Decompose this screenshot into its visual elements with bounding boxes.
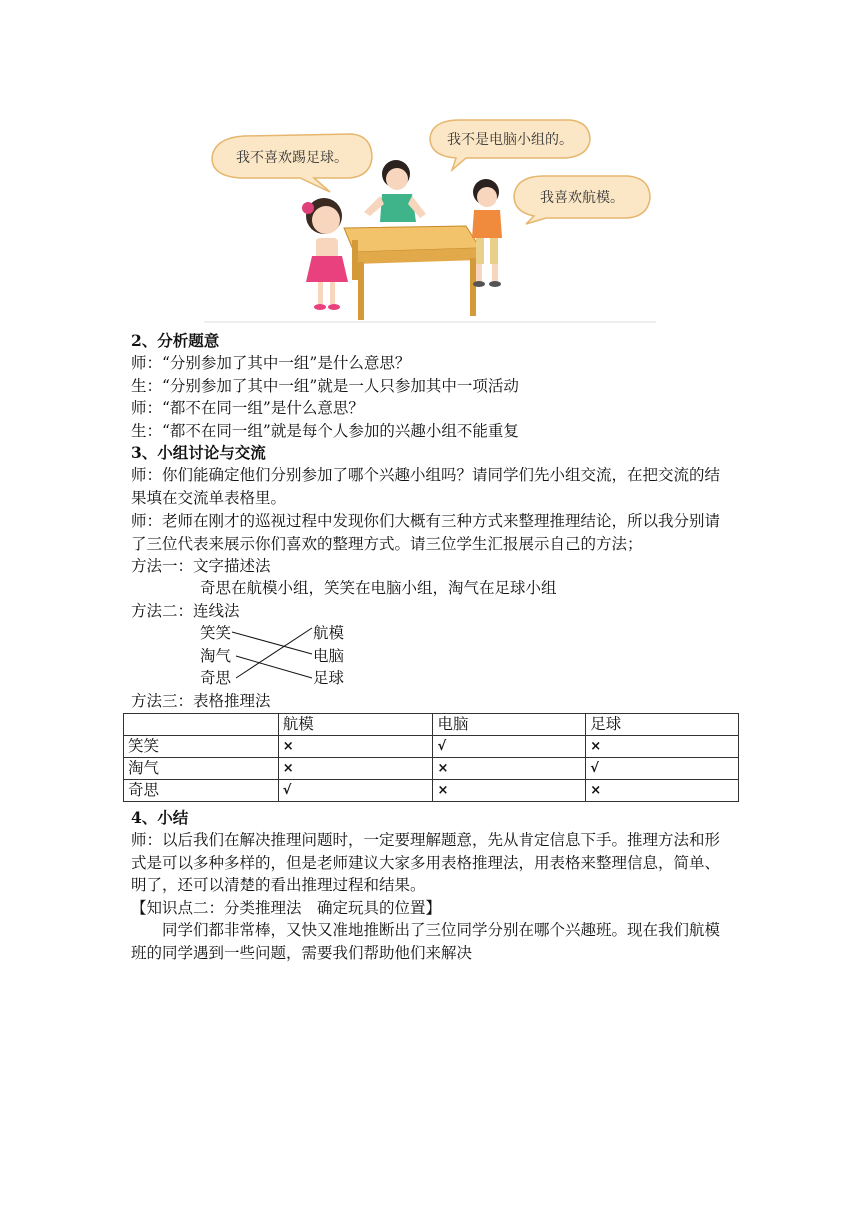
table-row-label: 笑笑	[124, 736, 279, 758]
table-header-cell: 电脑	[433, 714, 586, 736]
bubble-text-right: 我喜欢航模。	[540, 191, 624, 206]
table-cell: ×	[278, 758, 433, 780]
knowledge-point-heading: 【知识点二：分类推理法 确定玩具的位置】	[131, 899, 442, 917]
section-4-paragraph: 师：以后我们在解决推理问题时，一定要理解题意，先从肯定信息下手。推理方法和形式是可以多种多样的，但是老师建议大家多用表格推理法，用表格来整理信息，简单、明了，还可以清楚的看出推理过程和结果。	[131, 831, 721, 894]
table-cell: ×	[433, 780, 586, 802]
table-header-cell: 足球	[586, 714, 739, 736]
method-2-right-3: 足球	[313, 669, 345, 687]
dialog-line-4: 生：“都不在同一组”就是每个人参加的兴趣小组不能重复	[131, 422, 519, 440]
dialog-line-2: 生：“分别参加了其中一组”就是一人只参加其中一项活动	[131, 377, 519, 395]
method-1-label: 方法一：文字描述法	[131, 557, 271, 575]
table-cell: √	[278, 780, 433, 802]
method-2-label: 方法二：连线法	[131, 602, 240, 620]
method-2-right-2: 电脑	[313, 647, 345, 665]
knowledge-point-paragraph: 同学们都非常棒，又快又准地推断出了三位同学分别在哪个兴趣班。现在我们航模班的同学遇到一些问题，需要我们帮助他们来解决	[131, 921, 721, 962]
children-table-illustration	[204, 112, 656, 324]
method-2-left-2: 淘气	[200, 647, 232, 665]
table-cell: √	[586, 758, 739, 780]
dialog-line-3: 师：“都不在同一组”是什么意思？	[131, 399, 364, 417]
table-header-row	[124, 714, 739, 736]
method-3-label: 方法三：表格推理法	[131, 692, 271, 710]
table-row	[124, 758, 739, 780]
method-2-left-1: 笑笑	[200, 624, 232, 642]
section-3-paragraph-1: 师：你们能确定他们分别参加了哪个兴趣小组吗？请同学们先小组交流，在把交流的结果填在交流单表格里。	[131, 466, 721, 507]
method-2-right-1: 航模	[313, 624, 345, 642]
table-row-label: 淘气	[124, 758, 279, 780]
dialog-line-1: 师：“分别参加了其中一组”是什么意思？	[131, 354, 411, 372]
bubble-text-middle: 我不是电脑小组的。	[447, 133, 573, 148]
table-row	[124, 736, 739, 758]
table-cell: ×	[586, 736, 739, 758]
method-1-text: 奇思在航模小组，笑笑在电脑小组，淘气在足球小组	[200, 579, 557, 597]
reasoning-table	[123, 713, 739, 802]
method-2-left-3: 奇思	[200, 669, 232, 687]
table-cell: √	[433, 736, 586, 758]
table-cell: ×	[278, 736, 433, 758]
section-4-heading: 4、小结	[131, 808, 189, 827]
bubble-text-left: 我不喜欢踢足球。	[236, 151, 348, 166]
table-cell: ×	[433, 758, 586, 780]
speech-bubble-right	[514, 176, 650, 224]
section-2-heading: 2、分析题意	[131, 331, 220, 350]
table-cell: ×	[586, 780, 739, 802]
table-row	[124, 780, 739, 802]
section-3-paragraph-2: 师：老师在刚才的巡视过程中发现你们大概有三种方式来整理推理结论，所以我分别请了三位代表来展示你们喜欢的整理方式。请三位学生汇报展示自己的方法；	[131, 512, 721, 553]
table-header-cell	[124, 714, 279, 736]
method-2-connector-lines	[200, 618, 360, 692]
table-header-cell: 航模	[278, 714, 433, 736]
section-3-heading: 3、小组讨论与交流	[131, 443, 266, 462]
table-row-label: 奇思	[124, 780, 279, 802]
